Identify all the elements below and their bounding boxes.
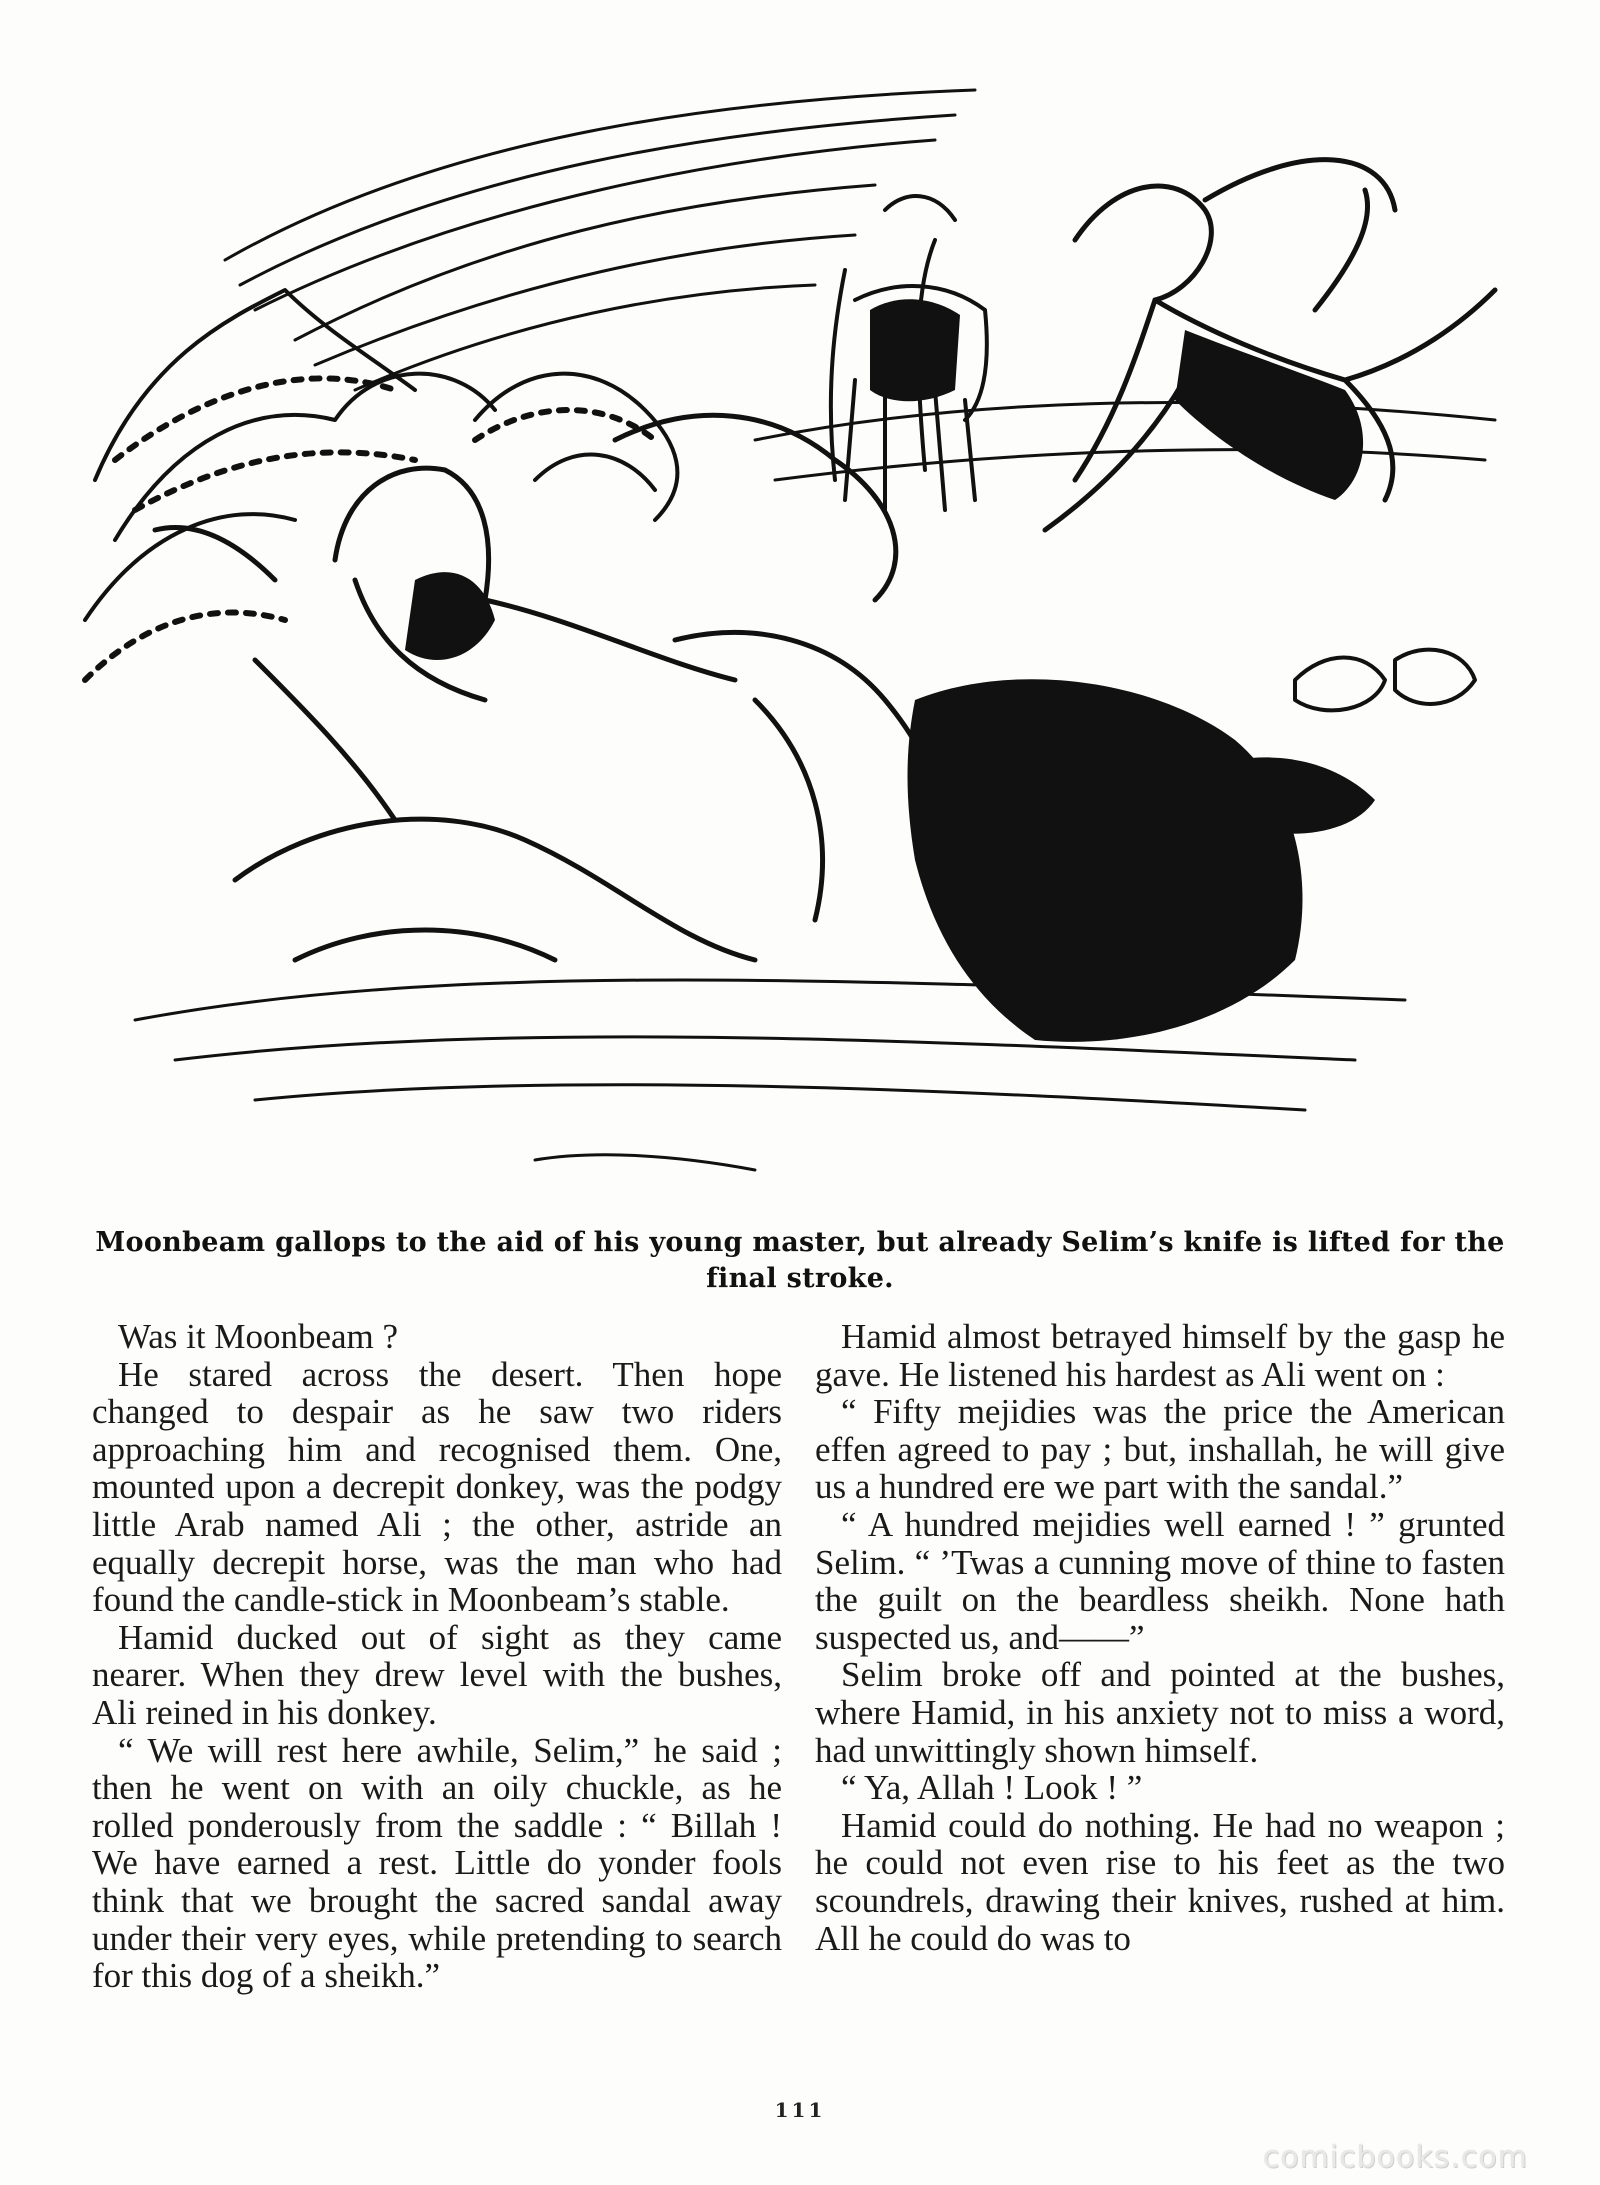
page-number: 111: [774, 2098, 826, 2122]
text-column-right: [815, 1318, 1505, 1957]
watermark: comicbooks.com: [1262, 2140, 1528, 2175]
distant-riders-shading: [870, 299, 960, 401]
text-column-left: [92, 1318, 782, 1995]
paragraph: “ We will rest here awhile, Selim,” he said ; then he went on with an oily chuckle, as he rolled ponderously from the saddle : “ Billah ! We have earned a rest. Little do yonder fools think that we brought the sacred sandal away under their very eyes, while pretending to search for this dog of a sheikh.”: [92, 1730, 782, 1996]
sky-streaks: [225, 90, 975, 390]
paragraph: “ Ya, Allah ! Look ! ”: [841, 1768, 1143, 1808]
paragraph: Hamid almost betrayed himself by the gasp he gave. He listened his hardest as Ali went on :: [815, 1317, 1505, 1394]
illustration-caption: Moonbeam gallops to the aid of his young master, but already Selim’s knife is lifted for the final stroke.: [95, 1227, 1505, 1294]
paragraph: Was it Moonbeam ?: [118, 1317, 399, 1356]
illustration: [55, 60, 1545, 1210]
rocks: [1295, 650, 1475, 711]
paragraph: Hamid ducked out of sight as they came nearer. When they drew level with the bushes, Ali reined in his donkey.: [92, 1617, 782, 1732]
cloak-shading: [405, 572, 1375, 1042]
paragraph: “ Fifty mejidies was the price the American effen agreed to pay ; but, inshallah, he will give us a hundred ere we part with the sandal.”: [815, 1392, 1505, 1507]
paragraph: Selim broke off and pointed at the bushes, where Hamid, in his anxiety not to miss a word, had unwittingly shown himself.: [815, 1655, 1505, 1770]
galloping-horse: [1045, 160, 1495, 530]
paragraph: He stared across the desert. Then hope changed to despair as he saw two riders approaching him and recognised them. One, mounted upon a decrepit donkey, was the podgy little Arab named Ali ; the other, astride an equally decrepit horse, was the man who had found the candle-stick in Moonbeam’s stable.: [92, 1354, 782, 1620]
struggling-figures: [235, 415, 943, 960]
pen-and-ink-drawing: [55, 60, 1545, 1210]
paragraph: Hamid could do nothing. He had no weapon ; he could not even rise to his feet as the two scoundrels, drawing their knives, rushed at him. All he could do was to: [815, 1805, 1505, 1958]
paragraph: “ A hundred mejidies well earned ! ” grunted Selim. “ ’Twas a cunning move of thine to fasten the guilt on the beardless sheikh. None hath suspected us, and——”: [815, 1504, 1505, 1657]
